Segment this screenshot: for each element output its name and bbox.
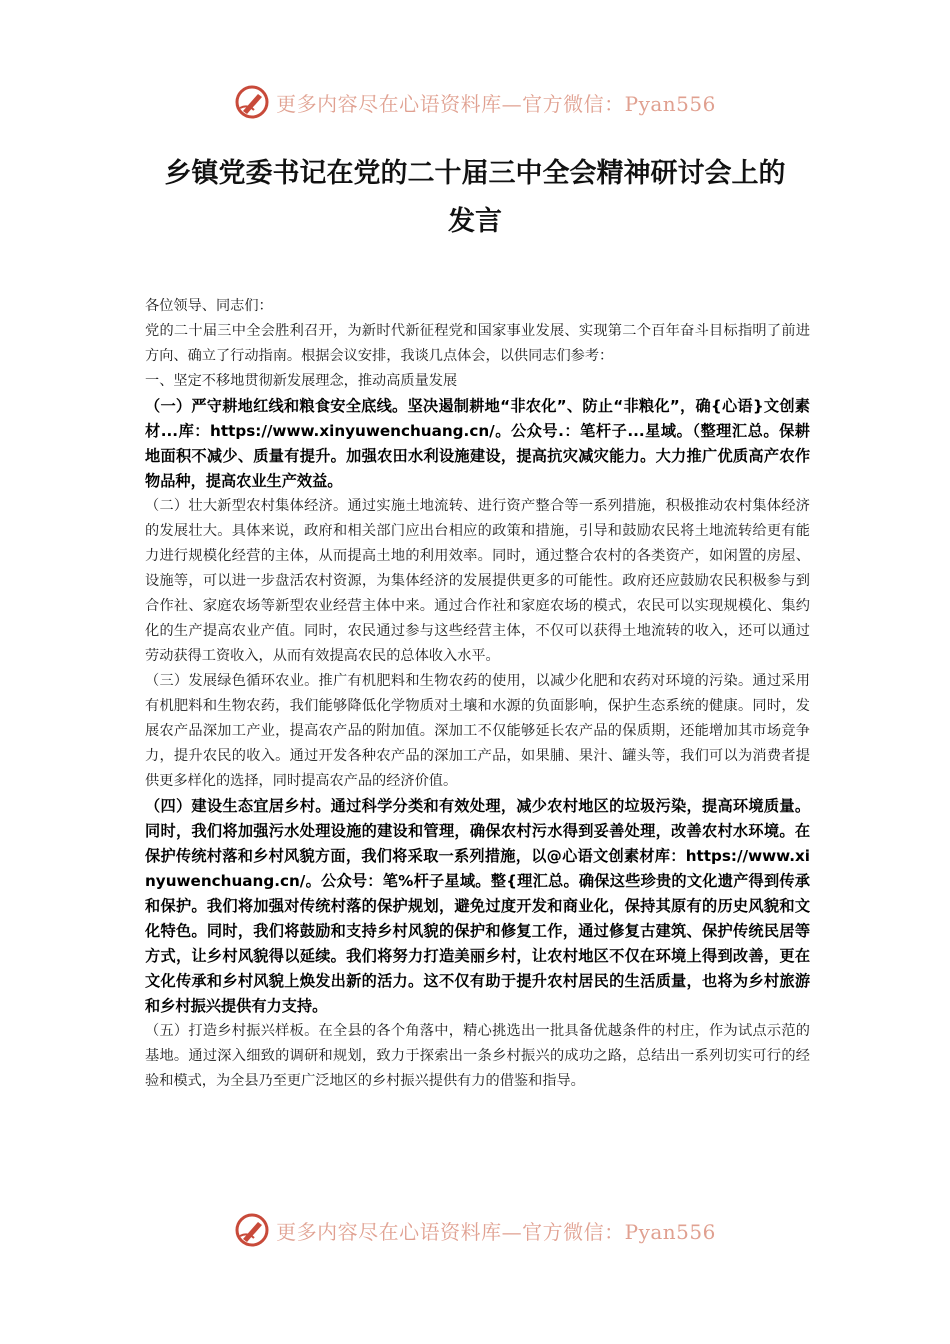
paragraph-rural-model: （五）打造乡村振兴样板。在全县的各个角落中，精心挑选出一批具备优越条件的村庄，作为试点示范的基地。通过深入细致的调研和规划，致力于探索出一条乡村振兴的成功之路，总结出一系列切实可行的经验和模式，为全县乃至更广泛地区的乡村振兴提供有力的借鉴和指导。 — [145, 1023, 810, 1089]
banner-text: 更多内容尽在心语资料库—官方微信：Pyan556 — [276, 91, 716, 116]
pen-logo-icon — [234, 1212, 270, 1248]
pen-logo-icon — [234, 84, 270, 120]
salutation: 各位领导、同志们： — [145, 298, 273, 314]
paragraph-ecological-village: （四）建设生态宜居乡村。通过科学分类和有效处理，减少农村地区的垃圾污染，提高环境质量。同时，我们将加强污水处理设施的建设和管理，确保农村污水得到妥善处理，改善农村水环境。在保护传统村落和乡村风貌方面，我们将采取一系列措施，以@心语文创素材库：https://www.xinyuwenchuang.cn/。公众号：笔%杆子星域。整{理汇总。确保这些珍贵的文化遗产得到传承和保护。我们将加强对传统村落的保护规划，避免过度开发和商业化，保持其原有的历史风貌和文化特色。同时，我们将鼓励和支持乡村风貌的保护和修复工作，通过修复古建筑、保护传统民居等方式，让乡村风貌得以延续。我们将努力打造美丽乡村，让农村地区不仅在环境上得到改善，更在文化传承和乡村风貌上焕发出新的活力。这不仅有助于提升农村居民的生活质量，也将为乡村旅游和乡村振兴提供有力支持。 — [145, 797, 810, 1015]
paragraph-collective-economy: （二）壮大新型农村集体经济。通过实施土地流转、进行资产整合等一系列措施，积极推动农村集体经济的发展壮大。具体来说，政府和相关部门应出台相应的政策和措施，引导和鼓励农民将土地流转给更有能力进行规模化经营的主体，从而提高土地的利用效率。同时，通过整合农村的各类资产，如闲置的房屋、设施等，可以进一步盘活农村资源，为集体经济的发展提供更多的可能性。政府还应鼓励农民积极参与到合作社、家庭农场等新型农业经营主体中来。通过合作社和家庭农场的模式，农民可以实现规模化、集约化的生产提高农业产值。同时，农民通过参与这些经营主体，不仅可以获得土地流转的收入，还可以通过劳动获得工资收入，从而有效提高农民的总体收入水平。 — [145, 498, 810, 664]
banner-text: 更多内容尽在心语资料库—官方微信：Pyan556 — [276, 1219, 716, 1244]
title-line-2: 发言 — [448, 206, 502, 237]
header-banner — [0, 82, 950, 122]
title-line-1: 乡镇党委书记在党的二十届三中全会精神研讨会上的 — [164, 158, 786, 189]
paragraph-green-agriculture: （三）发展绿色循环农业。推广有机肥料和生物农药的使用，以减少化肥和农药对环境的污染。通过采用有机肥料和生物农药，我们能够降低化学物质对土壤和水源的负面影响，保护生态系统的健康。同时，发展农产品深加工产业，提高农产品的附加值。深加工不仅能够延长农产品的保质期，还能增加其市场竞争力，提升农民的收入。通过开发各种农产品的深加工产品，如果脯、果汁、罐头等，我们可以为消费者提供更多样化的选择，同时提高农产品的经济价值。 — [145, 673, 810, 789]
document-title — [100, 150, 850, 246]
paragraph-farmland: （一）严守耕地红线和粮食安全底线。坚决遏制耕地“非农化”、防止“非粮化”，确{心语}文创素材...库：https://www.xinyuwenchuang.cn/。公众号.：笔杆子...星域。（整理汇总。保耕地面积不减少、质量有提升。加强农田水利设施建设，提高抗灾减灾能力。大力推广优质高产农作物品种，提高农业生产效益。 — [145, 397, 810, 490]
footer-banner — [0, 1210, 950, 1250]
intro-paragraph: 党的二十届三中全会胜利召开，为新时代新征程党和国家事业发展、实现第二个百年奋斗目标指明了前进方向、确立了行动指南。根据会议安排，我谈几点体会，以供同志们参考： — [145, 323, 810, 364]
document-body — [145, 294, 810, 1094]
section-heading: 一、坚定不移地贯彻新发展理念，推动高质量发展 — [145, 373, 458, 389]
